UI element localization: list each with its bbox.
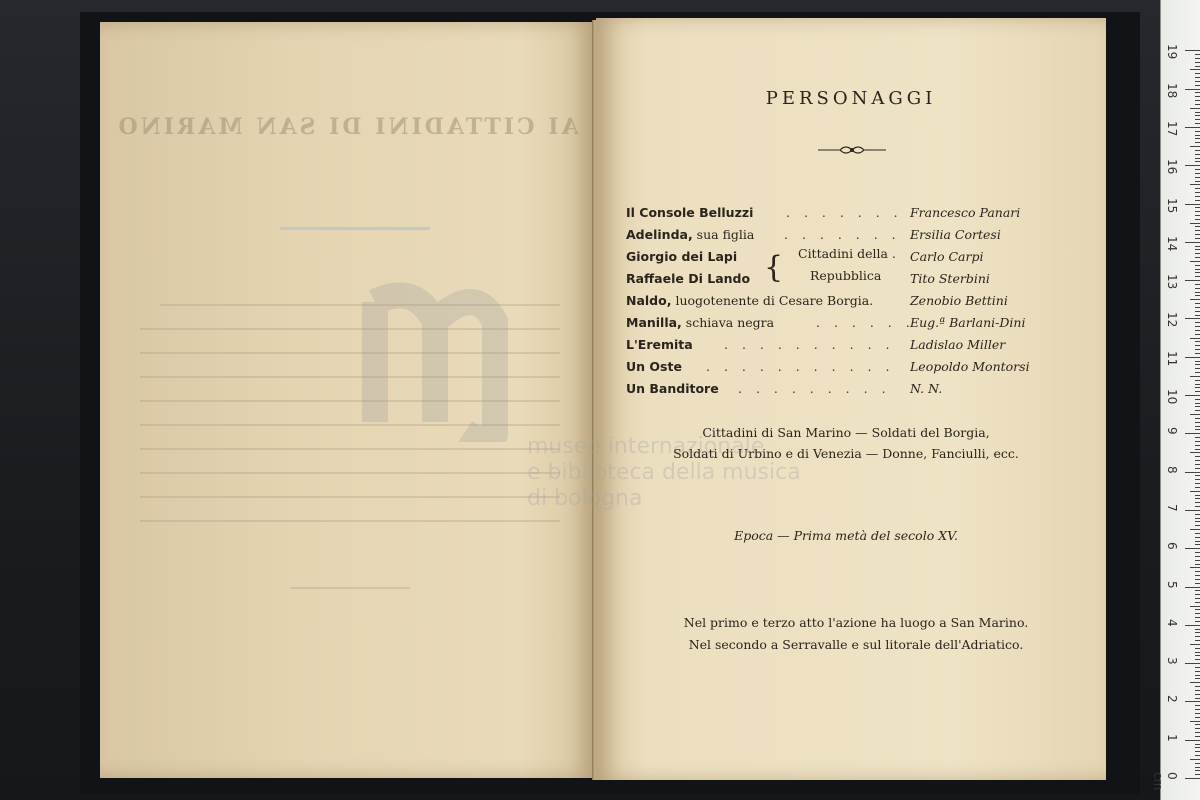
ruler-label: 7	[1165, 503, 1179, 512]
ruler-minor-tick	[1195, 770, 1200, 771]
ruler-minor-tick	[1195, 123, 1200, 124]
cast-actor: Carlo Carpi	[910, 249, 984, 264]
ruler-minor-tick	[1195, 85, 1200, 86]
ruler-minor-tick	[1195, 246, 1200, 247]
ruler-minor-tick	[1195, 690, 1200, 691]
ruler-minor-tick	[1195, 755, 1200, 756]
ruler-minor-tick	[1195, 384, 1200, 385]
group-label-2: Repubblica	[810, 268, 882, 283]
cast-row	[626, 293, 1046, 313]
ruler-major-tick	[1185, 625, 1200, 626]
watermark-line-2: e biblioteca della musica	[527, 460, 801, 485]
ruler-minor-tick	[1195, 671, 1200, 672]
ruler-label: 6	[1165, 542, 1179, 550]
ruler-minor-tick	[1190, 69, 1200, 70]
ruler-minor-tick	[1195, 564, 1200, 565]
ruler-minor-tick	[1195, 598, 1200, 599]
ruler-minor-tick	[1195, 678, 1200, 679]
ruler-minor-tick	[1195, 353, 1200, 354]
ruler-minor-tick	[1190, 452, 1200, 453]
ruler-minor-tick	[1195, 652, 1200, 653]
ruler-minor-tick	[1195, 767, 1200, 768]
ruler-minor-tick	[1195, 364, 1200, 365]
ruler-minor-tick	[1195, 66, 1200, 67]
ruler-minor-tick	[1195, 445, 1200, 446]
ruler-minor-tick	[1195, 330, 1200, 331]
cast-row	[626, 359, 1046, 379]
ruler-minor-tick	[1195, 594, 1200, 595]
ruler-minor-tick	[1195, 295, 1200, 296]
page-title: PERSONAGGI	[765, 88, 937, 109]
ruler-minor-tick	[1195, 326, 1200, 327]
ruler-major-tick	[1185, 127, 1200, 128]
ruler-minor-tick	[1195, 475, 1200, 476]
ornament-flourish-icon	[818, 142, 886, 158]
ruler-minor-tick	[1195, 613, 1200, 614]
ruler-minor-tick	[1195, 135, 1200, 136]
ruler-minor-tick	[1195, 226, 1200, 227]
ruler-minor-tick	[1190, 759, 1200, 760]
bleed-through-signature	[290, 587, 410, 589]
ruler-minor-tick	[1195, 713, 1200, 714]
ruler-minor-tick	[1190, 606, 1200, 607]
ruler-minor-tick	[1195, 269, 1200, 270]
ruler-major-tick	[1185, 165, 1200, 166]
ruler-minor-tick	[1195, 181, 1200, 182]
cast-actor: N. N.	[910, 381, 943, 396]
ruler-minor-tick	[1195, 158, 1200, 159]
ruler-minor-tick	[1195, 617, 1200, 618]
ruler-minor-tick	[1195, 169, 1200, 170]
ruler-minor-tick	[1195, 253, 1200, 254]
ruler-minor-tick	[1195, 456, 1200, 457]
ruler-label: 19	[1165, 44, 1179, 60]
ruler-minor-tick	[1195, 307, 1200, 308]
bleed-through-rule	[280, 227, 430, 230]
ruler-major-tick	[1185, 701, 1200, 702]
ruler-label: 1	[1165, 733, 1179, 742]
ruler-minor-tick	[1195, 533, 1200, 534]
ruler-minor-tick	[1195, 552, 1200, 553]
ruler-minor-tick	[1195, 272, 1200, 273]
ruler-minor-tick	[1195, 460, 1200, 461]
cast-actor: Leopoldo Montorsi	[910, 359, 1030, 374]
ruler-minor-tick	[1195, 112, 1200, 113]
ruler-minor-tick	[1195, 391, 1200, 392]
watermark-logo-icon	[355, 282, 525, 442]
ruler-minor-tick	[1195, 341, 1200, 342]
ruler-label: 10	[1165, 389, 1179, 405]
ruler-minor-tick	[1195, 96, 1200, 97]
ruler-minor-tick	[1195, 429, 1200, 430]
leader-dots: . . . . . . . . .	[738, 381, 891, 396]
ruler-label: 0 cm	[1151, 772, 1179, 791]
ruler-minor-tick	[1195, 468, 1200, 469]
cast-actor: Ladislao Miller	[910, 337, 1006, 352]
ruler-minor-tick	[1195, 479, 1200, 480]
epoch-line: Epoca — Prima metà del secolo XV.	[734, 528, 958, 543]
ruler-minor-tick	[1195, 717, 1200, 718]
ruler-major-tick	[1185, 663, 1200, 664]
ruler-major-tick	[1185, 395, 1200, 396]
ruler-minor-tick	[1195, 219, 1200, 220]
cast-role: Un Oste	[626, 359, 682, 374]
ruler-minor-tick	[1195, 200, 1200, 201]
ruler-minor-tick	[1195, 659, 1200, 660]
ruler-minor-tick	[1190, 567, 1200, 568]
ruler-minor-tick	[1195, 138, 1200, 139]
ruler-minor-tick	[1195, 131, 1200, 132]
ruler-minor-tick	[1195, 399, 1200, 400]
ruler-minor-tick	[1190, 529, 1200, 530]
ruler-minor-tick	[1195, 667, 1200, 668]
ruler-major-tick	[1185, 50, 1200, 51]
ruler-minor-tick	[1195, 311, 1200, 312]
ruler-minor-tick	[1195, 177, 1200, 178]
cast-actor: Eug.ª Barlani-Dini	[910, 315, 1026, 330]
ruler-major-tick	[1185, 89, 1200, 90]
ruler-minor-tick	[1195, 234, 1200, 235]
ruler-minor-tick	[1195, 694, 1200, 695]
ruler-label: 3	[1165, 657, 1179, 665]
ruler-major-tick	[1185, 472, 1200, 473]
ruler-minor-tick	[1195, 495, 1200, 496]
ruler-minor-tick	[1195, 751, 1200, 752]
ruler-minor-tick	[1195, 154, 1200, 155]
cast-role: Raffaele Di Lando	[626, 271, 751, 286]
leader-dots: . . . . . . . . . . .	[706, 359, 895, 374]
ruler-minor-tick	[1195, 521, 1200, 522]
chorus-line-2: Soldati di Urbino e di Venezia — Donne, Fanciulli, ecc.	[673, 446, 1019, 461]
ruler-minor-tick	[1195, 724, 1200, 725]
leader-dots: . . . . . . .	[786, 205, 903, 220]
ruler-minor-tick	[1195, 161, 1200, 162]
ruler-minor-tick	[1195, 590, 1200, 591]
ruler-minor-tick	[1195, 609, 1200, 610]
ruler-minor-tick	[1195, 575, 1200, 576]
ruler-minor-tick	[1195, 345, 1200, 346]
ruler-major-tick	[1185, 740, 1200, 741]
ruler-major-tick	[1185, 510, 1200, 511]
ruler-minor-tick	[1190, 223, 1200, 224]
ruler-minor-tick	[1195, 73, 1200, 74]
ruler-minor-tick	[1195, 560, 1200, 561]
ruler-label: 8	[1165, 465, 1179, 474]
ruler-major-tick	[1185, 242, 1200, 243]
ruler-minor-tick	[1195, 292, 1200, 293]
ruler-minor-tick	[1190, 644, 1200, 645]
ruler-minor-tick	[1195, 238, 1200, 239]
ruler-minor-tick	[1195, 315, 1200, 316]
setting-line-2: Nel secondo a Serravalle e sul litorale dell'Adriatico.	[688, 637, 1024, 652]
ruler-minor-tick	[1195, 334, 1200, 335]
ruler-minor-tick	[1195, 579, 1200, 580]
ruler-minor-tick	[1195, 387, 1200, 388]
ruler-label: 2	[1165, 695, 1179, 704]
ruler-minor-tick	[1190, 184, 1200, 185]
ruler-minor-tick	[1190, 682, 1200, 683]
ruler-minor-tick	[1195, 288, 1200, 289]
cast-actor: Francesco Panari	[910, 205, 1021, 220]
ruler-minor-tick	[1195, 621, 1200, 622]
ruler-minor-tick	[1195, 418, 1200, 419]
ruler-minor-tick	[1195, 368, 1200, 369]
ruler-minor-tick	[1195, 142, 1200, 143]
ruler-major-tick	[1185, 318, 1200, 319]
ruler-minor-tick	[1195, 583, 1200, 584]
ruler-minor-tick	[1195, 602, 1200, 603]
ruler-minor-tick	[1190, 108, 1200, 109]
ruler-minor-tick	[1195, 58, 1200, 59]
ruler-minor-tick	[1195, 763, 1200, 764]
ruler-minor-tick	[1195, 257, 1200, 258]
ruler-minor-tick	[1195, 276, 1200, 277]
ruler-minor-tick	[1195, 732, 1200, 733]
bleed-through-title: AI CITTADINI DI SAN MARINO	[115, 114, 579, 140]
ruler-label: 14	[1165, 235, 1179, 252]
ruler-minor-tick	[1195, 487, 1200, 488]
ruler-minor-tick	[1195, 230, 1200, 231]
ruler-minor-tick	[1195, 705, 1200, 706]
ruler-minor-tick	[1195, 518, 1200, 519]
ruler-major-tick	[1185, 280, 1200, 281]
ruler-label: 17	[1165, 120, 1179, 137]
measurement-ruler	[1151, 0, 1200, 800]
ruler-minor-tick	[1195, 62, 1200, 63]
leader-dots: . . . . . . . .	[784, 227, 919, 242]
cast-row	[626, 381, 1046, 401]
ruler-label: 16	[1165, 159, 1179, 175]
ruler-major-tick	[1185, 357, 1200, 358]
ruler-minor-tick	[1195, 426, 1200, 427]
ruler-minor-tick	[1195, 403, 1200, 404]
cast-role: L'Eremita	[626, 337, 693, 352]
ruler-minor-tick	[1195, 525, 1200, 526]
ruler-minor-tick	[1195, 380, 1200, 381]
ruler-minor-tick	[1195, 747, 1200, 748]
ruler-minor-tick	[1195, 544, 1200, 545]
ruler-label: 18	[1165, 82, 1179, 98]
ruler-major-tick	[1185, 778, 1200, 779]
ruler-minor-tick	[1195, 541, 1200, 542]
ruler-minor-tick	[1195, 502, 1200, 503]
ruler-minor-tick	[1195, 736, 1200, 737]
ruler-minor-tick	[1195, 115, 1200, 116]
ruler-minor-tick	[1195, 437, 1200, 438]
watermark-line-3: di bologna	[527, 486, 643, 511]
ruler-minor-tick	[1195, 410, 1200, 411]
chorus-line-1: Cittadini di San Marino — Soldati del Borgia,	[702, 425, 990, 440]
ruler-minor-tick	[1195, 744, 1200, 745]
ruler-major-tick	[1185, 204, 1200, 205]
leader-dots: . . . . . . . . . .	[724, 337, 895, 352]
ruler-minor-tick	[1195, 686, 1200, 687]
watermark-line-1: museo internazionale	[527, 434, 765, 459]
ruler-minor-tick	[1195, 188, 1200, 189]
cast-role: Giorgio dei Lapi	[626, 249, 738, 264]
ruler-minor-tick	[1195, 54, 1200, 55]
ruler-minor-tick	[1195, 655, 1200, 656]
ruler-minor-tick	[1195, 422, 1200, 423]
cast-role: Il Console Belluzzi	[626, 205, 754, 220]
cast-row	[626, 227, 1046, 247]
ruler-minor-tick	[1195, 556, 1200, 557]
ruler-minor-tick	[1195, 100, 1200, 101]
ruler-minor-tick	[1195, 709, 1200, 710]
ruler-minor-tick	[1190, 338, 1200, 339]
ruler-minor-tick	[1195, 571, 1200, 572]
ruler-label: 9	[1165, 427, 1179, 435]
ruler-minor-tick	[1195, 498, 1200, 499]
setting-line-1: Nel primo e terzo atto l'azione ha luogo a San Marino.	[683, 615, 1029, 630]
ruler-minor-tick	[1195, 514, 1200, 515]
ruler-minor-tick	[1195, 77, 1200, 78]
ruler-minor-tick	[1195, 728, 1200, 729]
ruler-minor-tick	[1195, 629, 1200, 630]
ruler-minor-tick	[1195, 698, 1200, 699]
ruler-minor-tick	[1195, 284, 1200, 285]
ruler-minor-tick	[1195, 81, 1200, 82]
leader-dots: . . . . . .	[816, 315, 915, 330]
ruler-minor-tick	[1190, 414, 1200, 415]
cast-role: Naldo, luogotenente di Cesare Borgia.	[626, 293, 874, 308]
brace-icon: {	[764, 250, 784, 285]
ruler-minor-tick	[1195, 249, 1200, 250]
ruler-minor-tick	[1195, 636, 1200, 637]
ruler-minor-tick	[1195, 173, 1200, 174]
cast-role: Adelinda, sua figlia	[626, 227, 755, 242]
cast-row	[626, 205, 1046, 225]
ruler-minor-tick	[1195, 265, 1200, 266]
ruler-minor-tick	[1195, 675, 1200, 676]
cast-actor: Zenobio Bettini	[910, 293, 1008, 308]
ruler-label: 4	[1165, 618, 1179, 627]
ruler-minor-tick	[1195, 104, 1200, 105]
ruler-minor-tick	[1195, 207, 1200, 208]
ruler-minor-tick	[1190, 721, 1200, 722]
ruler-minor-tick	[1195, 483, 1200, 484]
ruler-label: 11	[1165, 350, 1179, 366]
ruler-minor-tick	[1195, 196, 1200, 197]
ruler-minor-tick	[1195, 648, 1200, 649]
ruler-label: 5	[1165, 580, 1179, 589]
ruler-minor-tick	[1195, 774, 1200, 775]
ruler-minor-tick	[1195, 372, 1200, 373]
cast-role: Manilla, schiava negra	[626, 315, 775, 330]
ruler-minor-tick	[1190, 299, 1200, 300]
ruler-minor-tick	[1195, 322, 1200, 323]
ruler-label: 13	[1165, 274, 1179, 290]
ruler-major-tick	[1185, 548, 1200, 549]
cast-role: Un Banditore	[626, 381, 719, 396]
ruler-minor-tick	[1195, 506, 1200, 507]
ruler-minor-tick	[1195, 150, 1200, 151]
cast-actor: Tito Sterbini	[910, 271, 990, 286]
group-label-1: Cittadini della .	[798, 246, 896, 261]
ruler-minor-tick	[1195, 92, 1200, 93]
ruler-minor-tick	[1190, 146, 1200, 147]
ruler-label: 12	[1165, 312, 1179, 328]
ruler-minor-tick	[1195, 119, 1200, 120]
ruler-minor-tick	[1190, 261, 1200, 262]
ruler-major-tick	[1185, 433, 1200, 434]
ruler-minor-tick	[1195, 464, 1200, 465]
ruler-minor-tick	[1190, 491, 1200, 492]
ruler-minor-tick	[1195, 406, 1200, 407]
ruler-minor-tick	[1195, 632, 1200, 633]
ruler-minor-tick	[1195, 537, 1200, 538]
cast-row	[626, 337, 1046, 357]
cast-row	[626, 315, 1046, 335]
ruler-minor-tick	[1195, 303, 1200, 304]
ruler-minor-tick	[1195, 361, 1200, 362]
ruler-minor-tick	[1195, 349, 1200, 350]
ruler-minor-tick	[1195, 441, 1200, 442]
ruler-minor-tick	[1195, 215, 1200, 216]
ruler-minor-tick	[1190, 376, 1200, 377]
ruler-major-tick	[1185, 587, 1200, 588]
ruler-minor-tick	[1195, 640, 1200, 641]
ruler-label: 15	[1165, 197, 1179, 213]
ruler-minor-tick	[1195, 192, 1200, 193]
cast-actor: Ersilia Cortesi	[910, 227, 1001, 242]
ruler-minor-tick	[1195, 211, 1200, 212]
ruler-minor-tick	[1195, 449, 1200, 450]
